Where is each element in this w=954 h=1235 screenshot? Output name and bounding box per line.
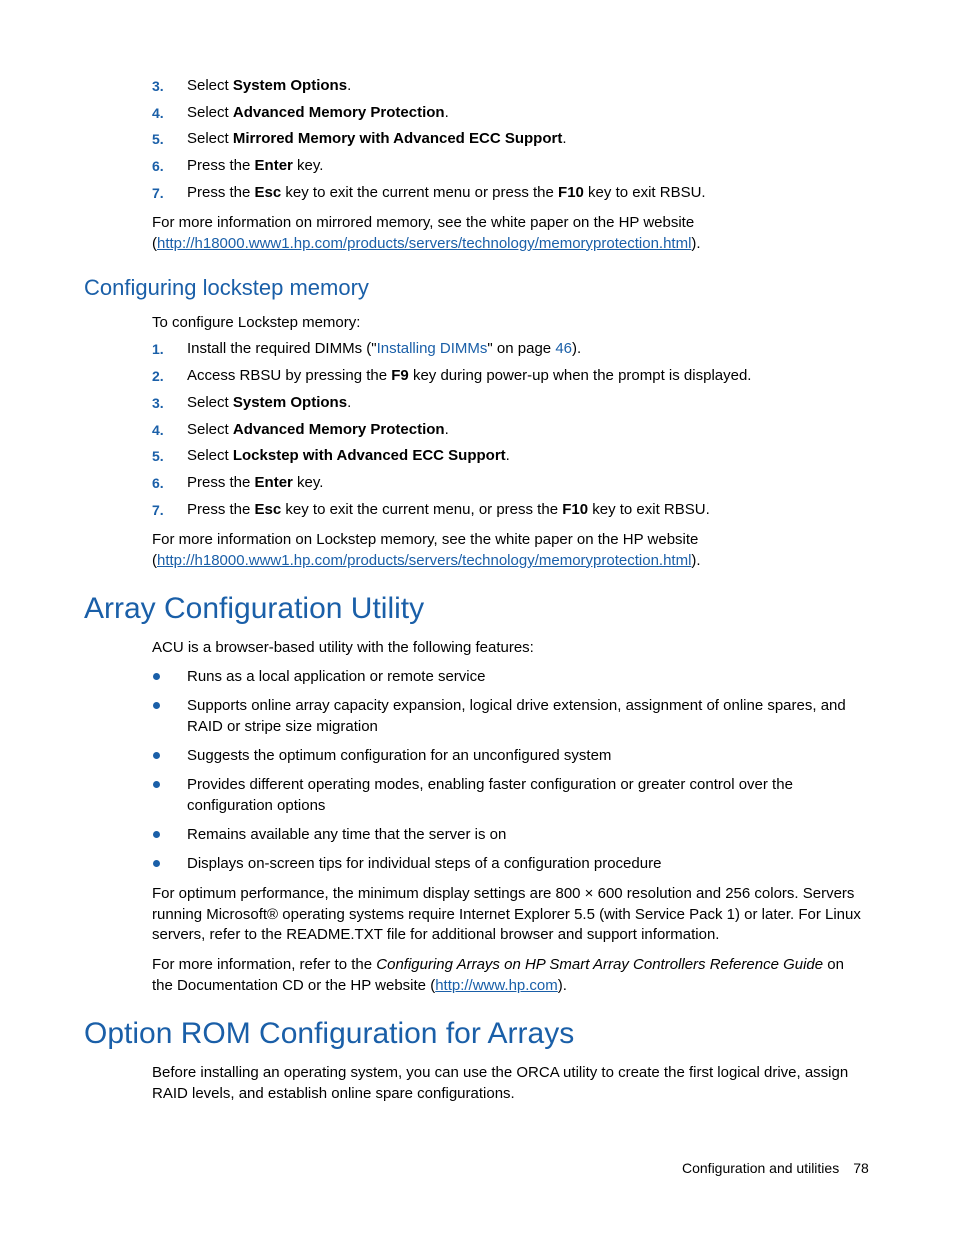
step-number: 5. [152,131,164,147]
step-number: 4. [152,105,164,121]
step-text: Select System Options. [187,77,352,94]
step-number: 7. [152,502,164,518]
step-number: 1. [152,341,164,357]
bullet-text: Remains available any time that the server is on [187,826,507,843]
step-text: Select Mirrored Memory with Advanced ECC Support. [187,130,567,147]
step-text: Press the Esc key to exit the current menu, or press the F10 key to exit RBSU. [187,501,710,518]
mirrored-info-text: For more information on mirrored memory, see the white paper on the HP website [152,214,695,231]
installing-dimms-link[interactable]: Installing DIMMs [376,340,488,357]
bullet-text: Displays on-screen tips for individual steps of a configuration procedure [187,855,662,872]
bullet-text: Provides different operating modes, enabling faster configuration or greater control over the configuration options [187,776,793,814]
bullet-icon [153,702,160,709]
page-number: 78 [853,1160,869,1176]
step-number: 4. [152,422,164,438]
bullet-icon [153,752,160,759]
footer-section-title: Configuration and utilities [682,1160,840,1176]
step-text: Select System Options. [187,394,352,411]
step-number: 6. [152,475,164,491]
acu-intro: ACU is a browser-based utility with the following features: [152,639,534,656]
step-text: Select Advanced Memory Protection. [187,421,449,438]
step-number: 3. [152,78,164,94]
step-text: Select Lockstep with Advanced ECC Support. [187,447,510,464]
step-text: Install the required DIMMs ("Installing DIMMs" on page 46). [187,340,582,357]
page-46-link[interactable]: 46 [555,340,572,357]
reference-guide-title: Configuring Arrays on HP Smart Array Controllers Reference Guide [376,956,824,973]
step-text: Select Advanced Memory Protection. [187,104,449,121]
step-number: 3. [152,395,164,411]
step-text: Press the Enter key. [187,157,324,174]
lockstep-heading: Configuring lockstep memory [84,275,369,300]
step-number: 6. [152,158,164,174]
bullet-text: Suggests the optimum configuration for an unconfigured system [187,747,612,764]
lockstep-info-text: For more information on Lockstep memory, see the white paper on the HP website [152,531,699,548]
hp-website-link[interactable]: http://www.hp.com [435,976,558,994]
bullet-text: Runs as a local application or remote service [187,668,486,685]
bullet-icon [153,831,160,838]
step-number: 7. [152,185,164,201]
acu-heading: Array Configuration Utility [84,592,425,625]
step-text: Press the Enter key. [187,474,324,491]
memoryprotection-link[interactable]: http://h18000.www1.hp.com/products/servers/technology/memoryprotection.html [157,234,692,252]
mirrored-info-paragraph: For more information on mirrored memory, see the white paper on the HP website (http://h18000.www1.hp.com/products/servers/technology/memoryprotection.html). [152,213,872,254]
step-number: 5. [152,448,164,464]
acu-more-info-paragraph: For more information, refer to the Configuring Arrays on HP Smart Array Controllers Reference Guide on the Documentation CD or the HP website (http://www.hp.com). [152,956,844,994]
step-text: Press the Esc key to exit the current menu or press the F10 key to exit RBSU. [187,184,706,201]
bullet-icon [153,781,160,788]
memoryprotection-link[interactable]: http://h18000.www1.hp.com/products/servers/technology/memoryprotection.html [157,551,692,569]
orca-paragraph: Before installing an operating system, you can use the ORCA utility to create the first logical drive, assign RAID levels, and establish online spare configurations. [152,1064,849,1102]
orca-heading: Option ROM Configuration for Arrays [84,1017,575,1050]
bullet-icon [153,673,160,680]
step-number: 2. [152,368,164,384]
step-text: Access RBSU by pressing the F9 key during power-up when the prompt is displayed. [187,367,752,384]
page-footer [682,1158,869,1178]
lockstep-intro: To configure Lockstep memory: [152,314,361,331]
bullet-icon [153,860,160,867]
acu-performance-paragraph: For optimum performance, the minimum display settings are 800 × 600 resolution and 256 colors. Servers running Microsoft® operating systems require Internet Explorer 5.5 (with Service Pack 1) or later. For Linux servers, refer to the README.TXT file for additional browser and support information. [152,885,861,943]
bullet-text: Supports online array capacity expansion, logical drive extension, assignment of online spares, and RAID or stripe size migration [187,697,846,735]
lockstep-info-paragraph: For more information on Lockstep memory, see the white paper on the HP website (http://h18000.www1.hp.com/products/servers/technology/memoryprotection.html). [152,530,872,571]
